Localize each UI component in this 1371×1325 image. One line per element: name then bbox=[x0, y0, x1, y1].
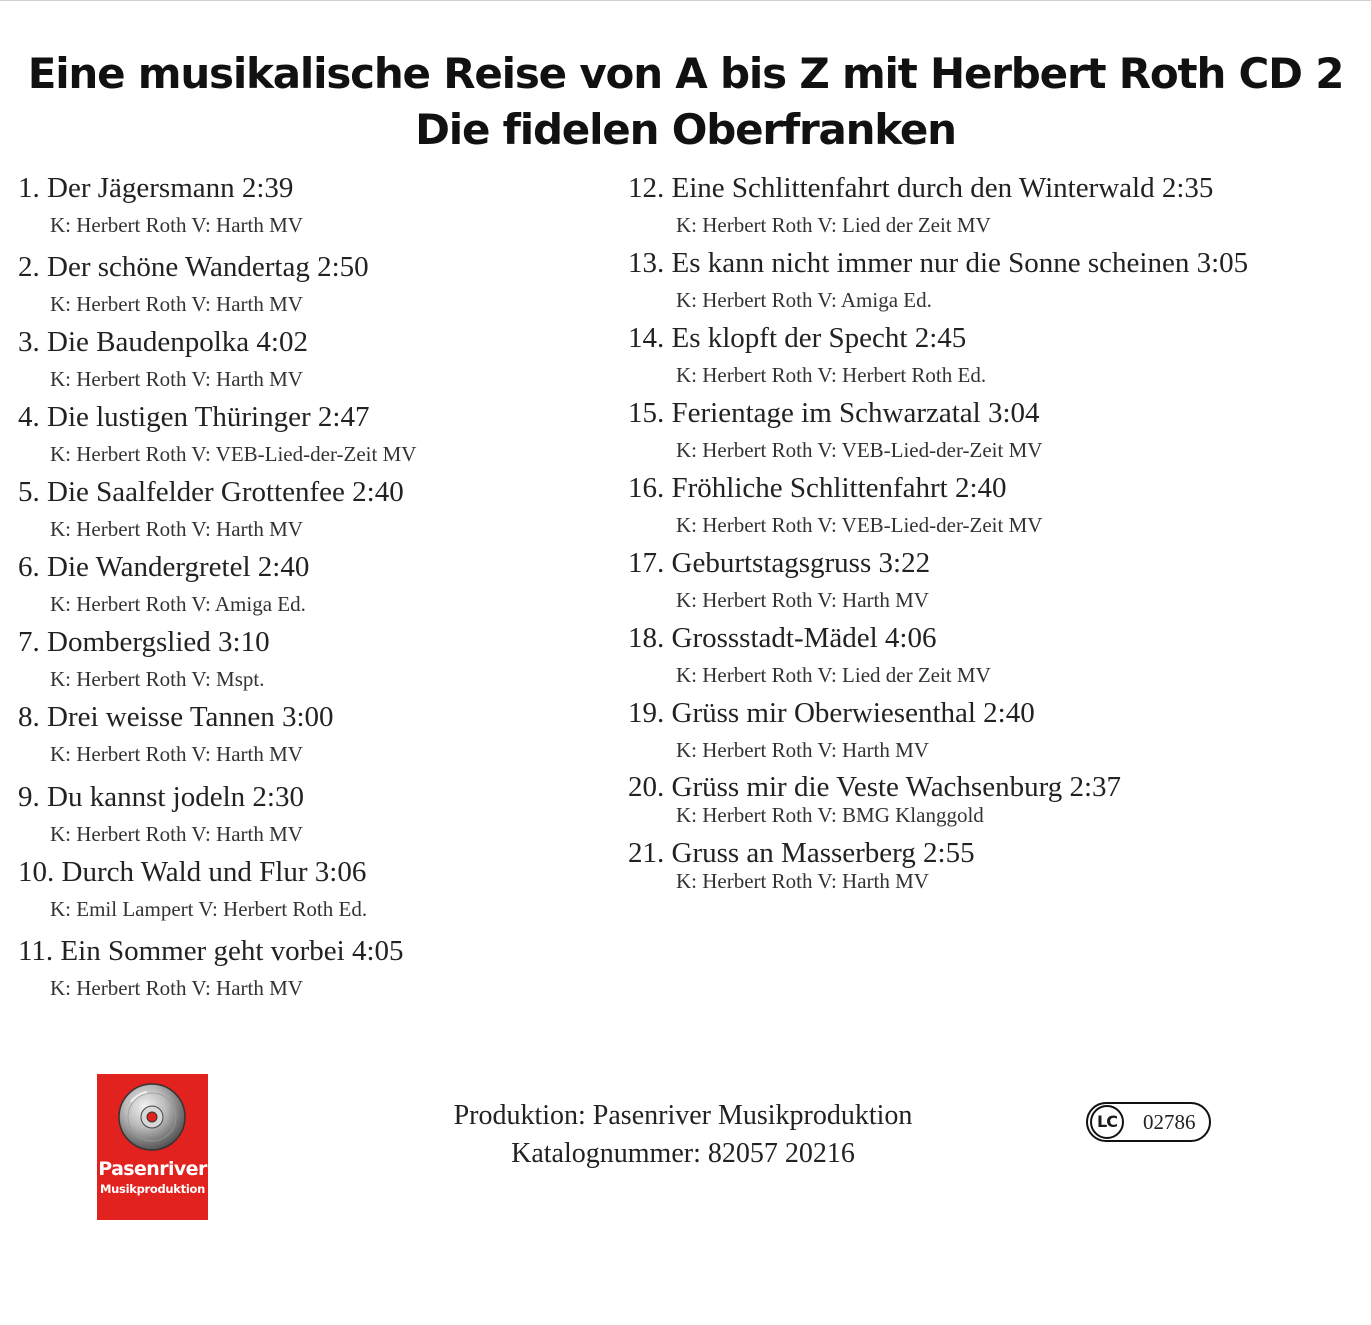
track-item bbox=[628, 621, 991, 687]
track-credit: K: Herbert Roth V: Harth MV bbox=[676, 738, 929, 762]
track-credit: K: Herbert Roth V: Herbert Roth Ed. bbox=[676, 363, 987, 387]
page-title bbox=[0, 46, 1371, 158]
track-item bbox=[628, 471, 1042, 537]
track-item bbox=[628, 321, 986, 387]
track-title: 18. Grossstadt-Mädel 4:06 bbox=[628, 622, 937, 654]
track-item bbox=[628, 770, 1121, 827]
track-title: 12. Eine Schlittenfahrt durch den Winterwald 2:35 bbox=[628, 172, 1214, 204]
production-line: Produktion: Pasenriver Musikproduktion bbox=[453, 1100, 913, 1131]
track-title: 19. Grüss mir Oberwiesenthal 2:40 bbox=[628, 697, 1035, 729]
track-credit: K: Herbert Roth V: Lied der Zeit MV bbox=[676, 213, 991, 237]
track-title: 20. Grüss mir die Veste Wachsenburg 2:37 bbox=[628, 771, 1122, 803]
track-title: 10. Durch Wald und Flur 3:06 bbox=[18, 856, 367, 888]
track-credit: K: Herbert Roth V: VEB-Lied-der-Zeit MV bbox=[50, 442, 417, 466]
track-item bbox=[628, 546, 930, 612]
track-item bbox=[628, 396, 1042, 462]
track-item bbox=[18, 700, 334, 766]
track-credit: K: Herbert Roth V: Harth MV bbox=[50, 822, 303, 846]
track-item bbox=[18, 250, 369, 316]
track-item bbox=[18, 625, 270, 691]
catalog-number: Katalognummer: 82057 20216 bbox=[511, 1138, 855, 1169]
track-title: 21. Gruss an Masserberg 2:55 bbox=[628, 837, 975, 869]
label-code-badge bbox=[1086, 1102, 1211, 1142]
track-item bbox=[18, 855, 367, 921]
track-credit: K: Emil Lampert V: Herbert Roth Ed. bbox=[50, 897, 368, 921]
title-line-1: Eine musikalische Reise von A bis Z mit Herbert Roth CD 2 bbox=[27, 49, 1344, 98]
track-item bbox=[18, 550, 309, 616]
track-credit: K: Herbert Roth V: BMG Klanggold bbox=[676, 803, 984, 827]
track-title: 6. Die Wandergretel 2:40 bbox=[18, 551, 310, 583]
production-info bbox=[380, 1097, 986, 1173]
track-title: 4. Die lustigen Thüringer 2:47 bbox=[18, 401, 370, 433]
track-item bbox=[18, 171, 303, 237]
track-title: 9. Du kannst jodeln 2:30 bbox=[18, 781, 304, 813]
title-line-2: Die fidelen Oberfranken bbox=[415, 105, 956, 154]
track-credit: K: Herbert Roth V: Harth MV bbox=[676, 588, 929, 612]
track-credit: K: Herbert Roth V: Lied der Zeit MV bbox=[676, 663, 991, 687]
logo-subtitle: Musikproduktion bbox=[100, 1182, 205, 1196]
track-item bbox=[18, 780, 304, 846]
track-item bbox=[18, 325, 308, 391]
track-credit: K: Herbert Roth V: Amiga Ed. bbox=[676, 288, 932, 312]
logo-name: Pasenriver bbox=[98, 1158, 207, 1180]
track-credit: K: Herbert Roth V: Harth MV bbox=[50, 213, 303, 237]
track-item bbox=[628, 836, 975, 893]
track-credit: K: Herbert Roth V: Harth MV bbox=[50, 742, 303, 766]
track-item bbox=[628, 246, 1248, 312]
track-title: 5. Die Saalfelder Grottenfee 2:40 bbox=[18, 476, 404, 508]
track-title: 1. Der Jägersmann 2:39 bbox=[18, 172, 294, 204]
track-credit: K: Herbert Roth V: Harth MV bbox=[50, 976, 303, 1000]
track-title: 17. Geburtstagsgruss 3:22 bbox=[628, 547, 931, 579]
track-credit: K: Herbert Roth V: VEB-Lied-der-Zeit MV bbox=[676, 513, 1043, 537]
track-item bbox=[18, 475, 404, 541]
track-item bbox=[18, 934, 404, 1000]
track-credit: K: Herbert Roth V: Harth MV bbox=[50, 517, 303, 541]
track-credit: K: Herbert Roth V: VEB-Lied-der-Zeit MV bbox=[676, 438, 1043, 462]
track-title: 2. Der schöne Wandertag 2:50 bbox=[18, 251, 369, 283]
top-border bbox=[0, 0, 1371, 1]
track-credit: K: Herbert Roth V: Harth MV bbox=[50, 367, 303, 391]
track-title: 13. Es kann nicht immer nur die Sonne scheinen 3:05 bbox=[628, 247, 1249, 279]
track-item bbox=[18, 400, 416, 466]
track-title: 3. Die Baudenpolka 4:02 bbox=[18, 326, 308, 358]
track-item bbox=[628, 696, 1035, 762]
lc-number: 02786 bbox=[1143, 1110, 1196, 1134]
track-credit: K: Herbert Roth V: Mspt. bbox=[50, 667, 265, 691]
track-credit: K: Herbert Roth V: Harth MV bbox=[50, 292, 303, 316]
track-title: 8. Drei weisse Tannen 3:00 bbox=[18, 701, 334, 733]
cd-disc-icon bbox=[117, 1082, 187, 1152]
track-credit: K: Herbert Roth V: Amiga Ed. bbox=[50, 592, 306, 616]
track-title: 15. Ferientage im Schwarzatal 3:04 bbox=[628, 397, 1040, 429]
track-credit: K: Herbert Roth V: Harth MV bbox=[676, 869, 929, 893]
track-title: 16. Fröhliche Schlittenfahrt 2:40 bbox=[628, 472, 1007, 504]
track-title: 7. Dombergslied 3:10 bbox=[18, 626, 270, 658]
track-item bbox=[628, 171, 1213, 237]
lc-prefix: LC bbox=[1090, 1105, 1124, 1139]
track-title: 14. Es klopft der Specht 2:45 bbox=[628, 322, 967, 354]
pasenriver-logo bbox=[97, 1074, 208, 1220]
track-title: 11. Ein Sommer geht vorbei 4:05 bbox=[18, 935, 404, 967]
